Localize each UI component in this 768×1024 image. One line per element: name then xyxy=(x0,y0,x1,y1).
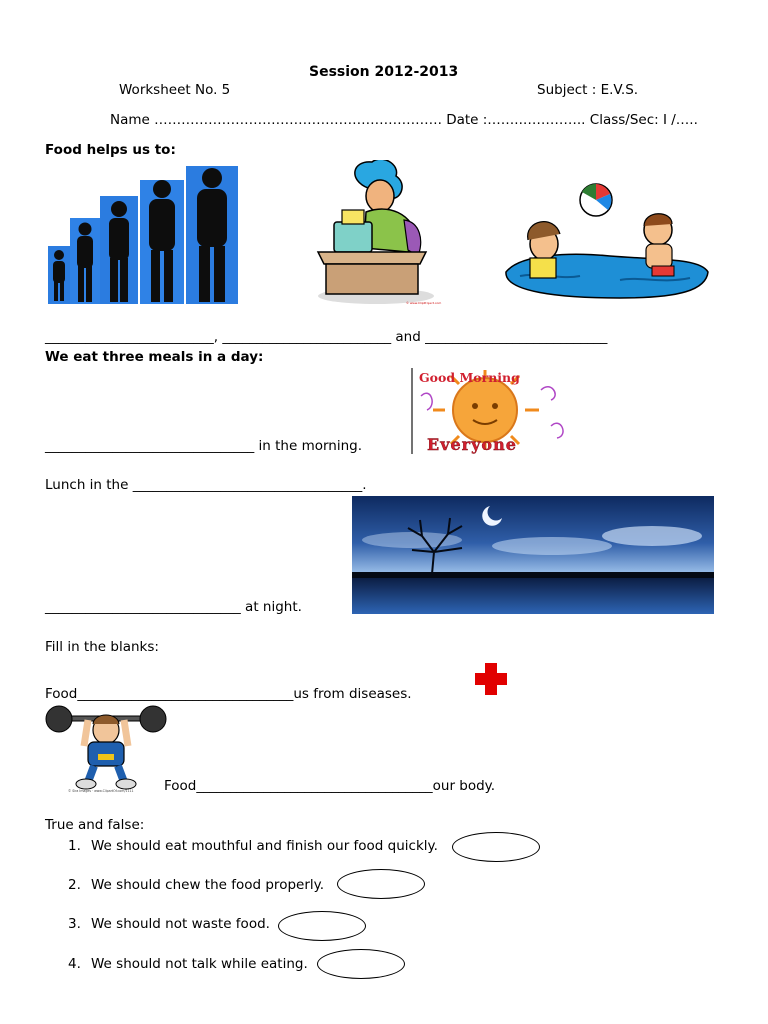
tf-answer-oval-2[interactable] xyxy=(337,869,425,899)
tf-item-4-text: We should not talk while eating. xyxy=(91,956,308,972)
tf-item-2-number: 2. xyxy=(68,877,81,893)
food-helps-heading: Food helps us to: xyxy=(45,142,176,158)
name-date-class-line: Name ………………………………………………………. Date :……..………….. Class/Sec: I /….. xyxy=(110,112,698,128)
night-blank-line[interactable]: _____________________________ at night. xyxy=(45,599,302,615)
fill-blanks-heading: Fill in the blanks: xyxy=(45,639,159,655)
three-meals-heading: We eat three meals in a day: xyxy=(45,349,264,365)
tf-item-3-number: 3. xyxy=(68,916,81,932)
tf-answer-oval-3[interactable] xyxy=(278,911,366,941)
tf-item-4-number: 4. xyxy=(68,956,81,972)
red-cross-icon xyxy=(474,662,508,696)
strength-blank-line[interactable]: Food___________________________________our body. xyxy=(164,778,496,794)
night-scene-image xyxy=(352,496,714,614)
good-morning-image xyxy=(411,366,577,456)
subject-label: Subject : E.V.S. xyxy=(537,82,639,98)
weightlifter-credit: © Sira Images · www.ClipartOf.com/1111 xyxy=(68,789,134,793)
everyone-text: Everyone xyxy=(427,435,517,454)
tf-item-1-text: We should eat mouthful and finish our food quickly. xyxy=(91,838,438,854)
protect-blank-line[interactable]: Food________________________________us from diseases. xyxy=(45,686,412,702)
lunch-blank-line[interactable]: Lunch in the __________________________________. xyxy=(45,477,367,493)
tf-item-1-number: 1. xyxy=(68,838,81,854)
weightlifter-image xyxy=(44,702,168,794)
growth-silhouettes-image xyxy=(46,166,238,304)
true-false-heading: True and false: xyxy=(45,817,145,833)
children-pool-image xyxy=(500,180,712,308)
food-helps-blank-line[interactable]: _________________________, _________________________ and ___________________________ xyxy=(45,329,608,345)
good-morning-text: Good Morning xyxy=(419,370,520,385)
woman-typing-image xyxy=(308,160,448,306)
session-title: Session 2012-2013 xyxy=(309,64,459,80)
tf-item-3-text: We should not waste food. xyxy=(91,916,270,932)
clipart-credit-1: © www.ClipProject.com xyxy=(406,301,442,305)
worksheet-number: Worksheet No. 5 xyxy=(119,82,231,98)
tf-item-2-text: We should chew the food properly. xyxy=(91,877,324,893)
tf-answer-oval-4[interactable] xyxy=(317,949,405,979)
morning-blank-line[interactable]: _______________________________ in the morning. xyxy=(45,438,363,454)
tf-answer-oval-1[interactable] xyxy=(452,832,540,862)
